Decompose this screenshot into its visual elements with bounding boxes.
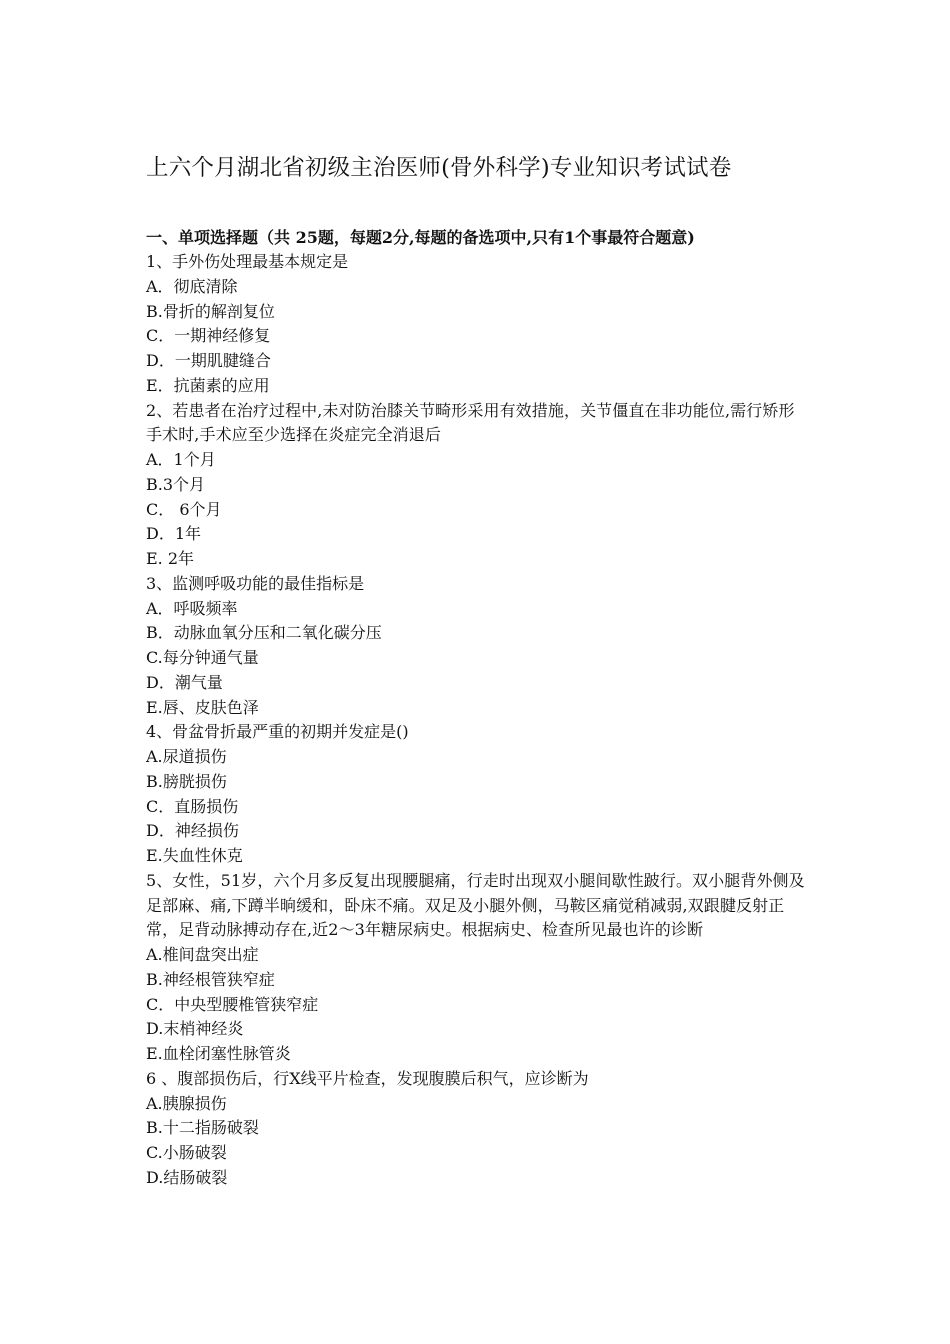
answer-option: B.十二指肠破裂	[146, 1118, 259, 1138]
answer-option: C．直肠损伤	[146, 796, 239, 816]
answer-option: A．呼吸频率	[146, 598, 238, 618]
answer-option: D．1年	[146, 524, 202, 544]
question-stem: 2、若患者在治疗过程中,未对防治膝关节畸形采用有效措施，关节僵直在非功能位,需行矫形手术时,手术应至少选择在炎症完全消退后	[146, 400, 795, 445]
answer-option: E．抗菌素的应用	[146, 375, 270, 395]
question-stem: 4、骨盆骨折最严重的初期并发症是()	[146, 722, 409, 742]
answer-option: E.唇、皮肤色泽	[146, 697, 259, 717]
answer-option: D.末梢神经炎	[146, 1019, 244, 1039]
answer-option: A.胰腺损伤	[146, 1093, 227, 1113]
question-list	[146, 250, 808, 1191]
answer-option: D．潮气量	[146, 672, 223, 692]
answer-option: D．神经损伤	[146, 821, 239, 841]
answer-option: A．1个月	[146, 450, 216, 469]
answer-option: A.椎间盘突出症	[146, 945, 259, 964]
section-heading: 一、单项选择题（共 25题，每题2分,每题的备选项中,只有1个事最符合题意)	[146, 228, 695, 247]
answer-option: B.神经根管狭窄症	[146, 969, 275, 989]
question-stem: 3、监测呼吸功能的最佳指标是	[146, 573, 365, 593]
answer-option: E. 2年	[146, 549, 195, 568]
answer-option: E.失血性休克	[146, 846, 243, 865]
answer-option: C．一期神经修复	[146, 326, 271, 346]
answer-option: C.小肠破裂	[146, 1143, 227, 1162]
document-title: 上六个月湖北省初级主治医师(骨外科学)专业知识考试试卷	[146, 155, 732, 181]
answer-option: B.膀胱损伤	[146, 771, 227, 791]
answer-option: C.每分钟通气量	[146, 648, 259, 667]
answer-option: A.尿道损伤	[146, 747, 227, 766]
question-stem: 5、女性，51岁，六个月多反复出现腰腿痛，行走时出现双小腿间歇性跛行。双小腿背外侧及足部麻、痛,下蹲半晌缓和，卧床不痛。双足及小腿外侧，马鞍区痛觉稍减弱,双跟腱反射正常，足背动脉搏动存在,近2～3年糖尿病史。根据病史、检查所见最也许的诊断	[146, 870, 805, 940]
answer-option: D.结肠破裂	[146, 1167, 228, 1187]
answer-option: B．动脉血氧分压和二氧化碳分压	[146, 623, 382, 643]
answer-option: D．一期肌腱缝合	[146, 351, 271, 370]
question-stem: 6 、腹部损伤后，行X线平片检查，发现腹膜后积气，应诊断为	[146, 1068, 589, 1088]
question-stem: 1、手外伤处理最基本规定是	[146, 252, 349, 271]
answer-option: C．中央型腰椎管狭窄症	[146, 994, 319, 1014]
answer-option: B.骨折的解剖复位	[146, 301, 275, 321]
answer-option: C． 6个月	[146, 499, 222, 519]
answer-option: B.3个月	[146, 474, 206, 494]
answer-option: E.血栓闭塞性脉管炎	[146, 1044, 291, 1063]
answer-option: A．彻底清除	[146, 276, 238, 296]
